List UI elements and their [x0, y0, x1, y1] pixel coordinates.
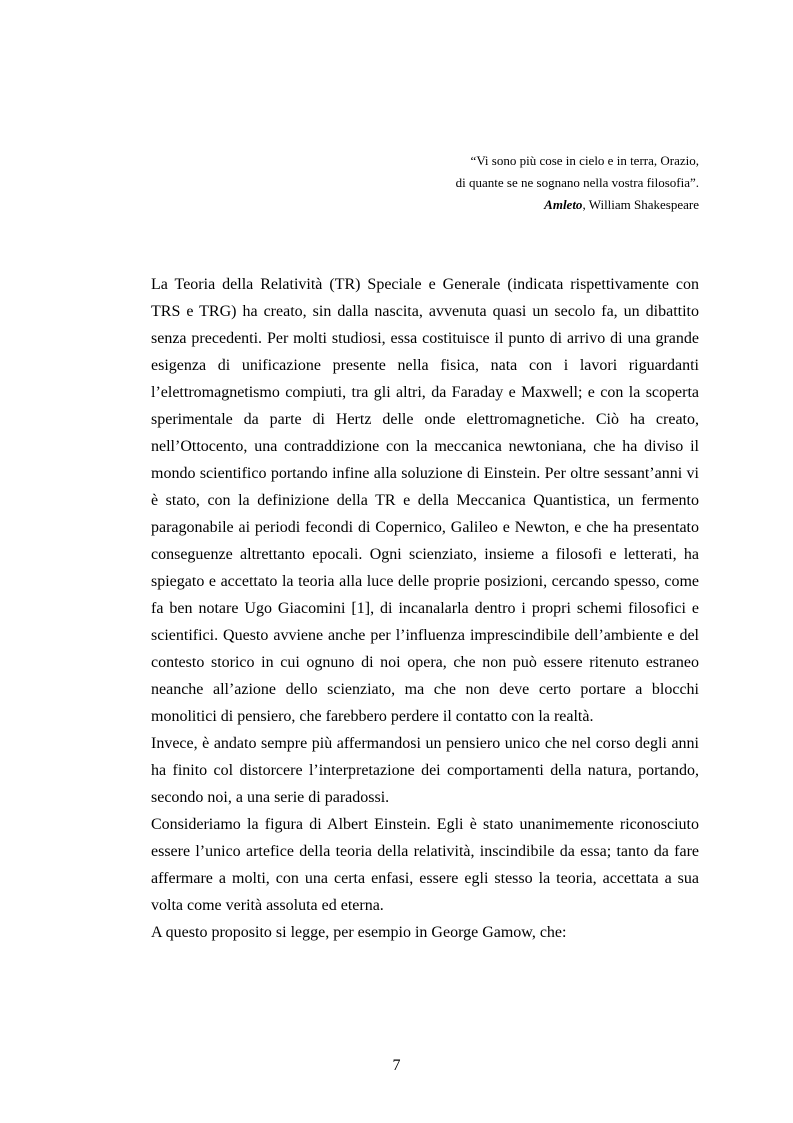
text-line: volta come verità assoluta ed eterna. — [151, 897, 384, 914]
body-text — [151, 271, 699, 946]
text-line: Invece, è andato sempre più affermandosi un pensiero unico che nel corso degli anni — [151, 735, 699, 752]
paragraph — [151, 730, 699, 811]
text-line: nell’Ottocento, una contraddizione con la meccanica newtoniana, che ha diviso il — [151, 438, 699, 455]
text-line: l’elettromagnetismo compiuti, tra gli altri, da Faraday e Maxwell; e con la scoperta — [151, 384, 699, 401]
page-number: 7 — [392, 1057, 401, 1074]
text-line: esigenza di unificazione presente nella fisica, nata con i lavori riguardanti — [151, 357, 699, 374]
text-line: A questo proposito si legge, per esempio in George Gamow, che: — [151, 924, 567, 941]
text-line: paragonabile ai periodi fecondi di Copernico, Galileo e Newton, e che ha presentato — [151, 519, 699, 536]
text-line: conseguenze altrettanto epocali. Ogni scienziato, insieme a filosofi e letterati, ha — [151, 546, 699, 563]
text-line: senza precedenti. Per molti studiosi, essa costituisce il punto di arrivo di una grande — [151, 330, 699, 347]
paragraph — [151, 919, 699, 946]
text-line: fa ben notare Ugo Giacomini [1], di incanalarla dentro i propri schemi filosofici e — [151, 600, 699, 617]
text-line: spiegato e accettato la teoria alla luce delle proprie posizioni, cercando spesso, come — [151, 573, 699, 590]
text-line: essere l’unico artefice della teoria della relatività, inscindibile da essa; tanto da fare — [151, 843, 699, 860]
text-line: Consideriamo la figura di Albert Einstein. Egli è stato unanimemente riconosciuto — [151, 816, 699, 833]
epigraph-author: , William Shakespeare — [582, 197, 699, 212]
text-line: La Teoria della Relatività (TR) Speciale e Generale (indicata rispettivamente con — [151, 276, 699, 293]
paragraph — [151, 811, 699, 919]
text-line: monolitici di pensiero, che farebbero perdere il contatto con la realtà. — [151, 708, 594, 725]
text-line: è stato, con la definizione della TR e della Meccanica Quantistica, un fermento — [151, 492, 699, 509]
text-line: secondo noi, a una serie di paradossi. — [151, 789, 390, 806]
epigraph-attribution — [380, 194, 699, 216]
epigraph-line: di quante se ne sognano nella vostra filosofia”. — [455, 175, 699, 190]
text-line: ha finito col distorcere l’interpretazione dei comportamenti della natura, portando, — [151, 762, 699, 779]
text-line: mondo scientifico portando infine alla soluzione di Einstein. Per oltre sessant’anni vi — [151, 465, 699, 482]
text-line: affermare a molti, con una certa enfasi, essere egli stesso la teoria, accettata a sua — [151, 870, 699, 887]
text-line: TRS e TRG) ha creato, sin dalla nascita, avvenuta quasi un secolo fa, un dibattito — [151, 303, 699, 320]
epigraph — [380, 150, 699, 216]
text-line: neanche all’azione dello scienziato, ma che non deve certo portare a blocchi — [151, 681, 699, 698]
text-line: contesto storico in cui ognuno di noi opera, che non può essere ritenuto estraneo — [151, 654, 699, 671]
epigraph-line: “Vi sono più cose in cielo e in terra, Orazio, — [470, 153, 699, 168]
epigraph-work-title: Amleto — [544, 197, 583, 212]
text-line: sperimentale da parte di Hertz delle onde elettromagnetiche. Ciò ha creato, — [151, 411, 699, 428]
paragraph — [151, 271, 699, 730]
text-line: scientifici. Questo avviene anche per l’influenza imprescindibile dell’ambiente e del — [151, 627, 699, 644]
